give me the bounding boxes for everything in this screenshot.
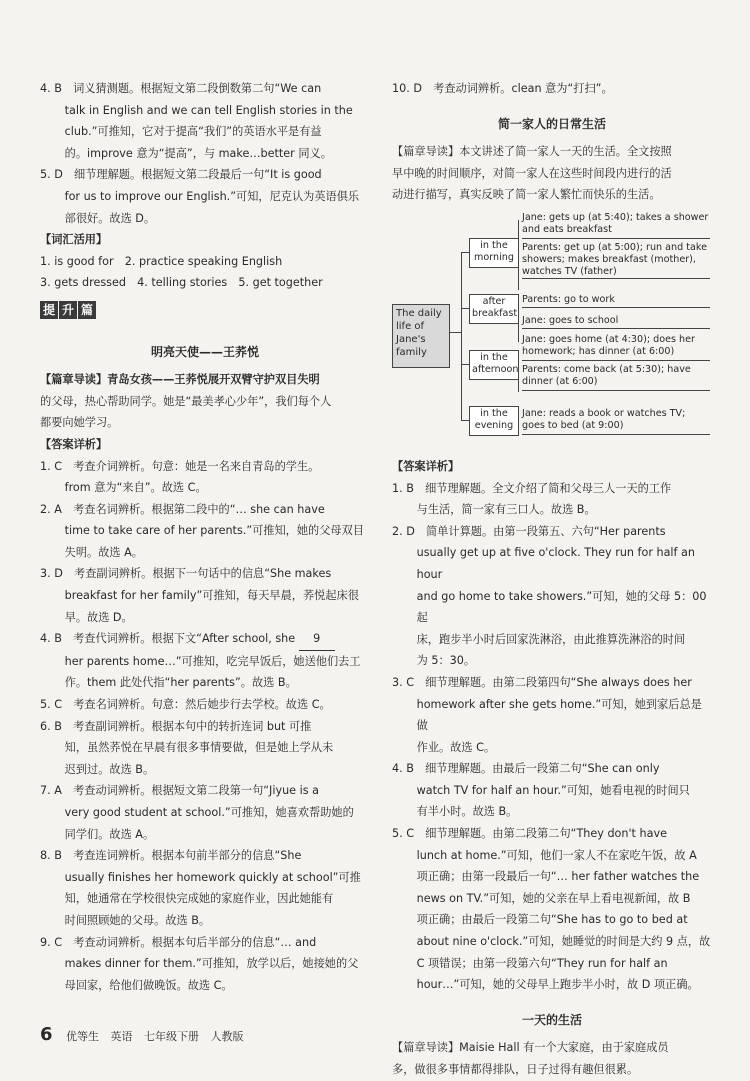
footer-grade: 七年级下册 [144,1030,200,1043]
page-number: 6 [40,1024,53,1045]
vocab-line: 1. is good for 2. practice speaking English [40,254,283,268]
answer-line: 知，虽然荞悦在早晨有很多事情要做，但是她上学从未 [64,741,334,755]
answer-line: 迟到过。故选 B。 [64,762,155,776]
answer-4-line-3: club.”可推知，它对于提高“我们”的英语水平是有益 [64,125,322,139]
answer-5-line-1: 5. D 细节理解题。根据短文第二段最后一句“It is good [40,168,322,182]
badge-char: 升 [59,301,77,319]
answer-line: C 项错误；由第一段第六句“They run for half an [416,956,668,970]
badge-char: 提 [40,301,58,319]
section-badge [40,300,97,322]
answer-line: 5. C 考查名词辨析。句意：然后她步行去学校。故选 C。 [40,698,331,712]
answer-5-line-3: 部很好。故选 D。 [64,211,156,225]
answer-line: homework after she gets home.”可知，她到家后总是做 [416,697,702,733]
answer-4-line-4: 的。improve 意为“提高”，与 make…better 同义。 [64,146,332,160]
answer-10: 10. D 考查动词辨析。clean 意为“打扫”。 [392,82,613,95]
answer-line: from 意为“来自”。故选 C。 [64,481,207,495]
time-node-evening: in the evening [469,406,519,436]
answer-line: 7. A 考查动词辨析。根据短文第二段第一句“Jiyue is a [40,784,319,798]
leaf-morning-jane: Jane: gets up (at 5:40); takes a shower and eats breakfast [522,212,710,239]
answer-line: time to take care of her parents.”可推知，她的父母双目 [64,524,364,538]
answer-line: 与生活，简一家有三口人。故选 B。 [416,503,596,517]
answer-line: 有半小时。故选 B。 [416,805,518,819]
time-node-after-breakfast: after breakfast [469,294,519,324]
guide-line: 动进行描写，真实反映了简一家人繁忙而快乐的生活。 [392,188,661,202]
section-title: 明亮天使——王荞悦 [150,344,259,359]
mind-map [392,211,709,452]
leaf-morning-parents: Parents: get up (at 5:00); run and take showers; makes breakfast (mother), watches TV (father) [522,242,710,279]
answer-line: 早。故选 D。 [64,610,133,624]
guide-line: 都要向她学习。 [40,416,119,430]
answer-line: breakfast for her family”可推知，每天早晨，荞悦起床很 [64,589,359,603]
answer-heading: 【答案详析】 [392,459,460,473]
answer-line: 1. C 考查介词辨析。句意：她是一名来自青岛的学生。 [40,459,320,473]
vocab-line: 3. gets dressed 4. telling stories 5. get together [40,276,323,290]
answer-line: makes dinner for them.”可推知，放学以后，她接她的父 [64,957,359,971]
time-node-morning: in the morning [469,238,519,268]
leaf-afternoon-parents: Parents: come back (at 5:30); have dinner (at 6:00) [522,364,710,391]
guide-line: 【篇章导读】本文讲述了简一家人一天的生活。全文按照 [392,145,672,159]
answer-line: 9. C 考查动词辨析。根据本句后半部分的信息“… and [40,935,317,949]
answer-line: 2. D 简单计算题。由第一段第五、六句“Her parents [392,524,666,538]
leaf-afternoon-jane: Jane: goes home (at 4:30); does her homework; has dinner (at 6:00) [522,334,710,361]
guide-line: 早中晚的时间顺序，对简一家人在这些时间段内进行的活 [392,166,672,180]
section-title: 简一家人的日常生活 [497,116,606,131]
answer-line: very good student at school.”可推知，她喜欢帮助她的 [64,806,354,819]
answer-4-line-2: talk in English and we can tell English stories in the [64,103,353,117]
answer-line: 项正确；由最后一段第二句“She has to go to bed at [416,913,688,927]
answer-line: 为 5：30。 [416,654,476,668]
answer-line: about nine o'clock.”可知，她睡觉的时间是大约 9 点，故 [416,935,711,949]
mind-map-root: The daily life of Jane's family [392,304,450,368]
answer-line: 项正确；由第一段最后一句“… her father watches the [416,870,700,884]
answer-line: 作业。故选 C。 [416,740,496,754]
answer-5-line-2: for us to improve our English.”可知，尼克认为英语俱乐 [64,189,360,203]
answer-line: 床，跑步半小时后回家洗淋浴，由此推算洗淋浴的时间 [416,632,686,646]
guide-line: 【篇章导读】Maisie Hall 有一个大家庭，由于家庭成员 [392,1041,669,1055]
page-footer [40,1024,252,1045]
answer-line: 3. D 考查副词辨析。根据下一句话中的信息“She makes [40,567,332,581]
answer-line: 6. B 考查副词辨析。根据本句中的转折连词 but 可推 [40,719,312,733]
right-column [392,78,712,1081]
badge-char: 篇 [78,301,96,319]
left-column [40,78,370,996]
answer-line: lunch at home.”可知，他们一家人不在家吃午饭，故 A [416,848,697,862]
answer-line: 知，她通常在学校很快完成她的家庭作业，因此她能有 [64,892,334,906]
leaf-after-breakfast-jane: Jane: goes to school [522,315,710,329]
guide-line: 的父母，热心帮助同学。她是“最美孝心少年”，我们每个人 [40,394,332,408]
answer-line: 3. C 细节理解题。由第二段第四句“She always does her [392,675,692,689]
answer-line: news on TV.”可知，她的父亲在早上看电视新闻，故 B [416,891,691,905]
answer-line: usually finishes her homework quickly at school”可推 [64,870,361,884]
guide-line: 多，做很多事情都得排队，日子过得有趣但很累。 [392,1063,639,1076]
answer-line: hour…”可知，她的父母早上跑步半小时，故 D 项正确。 [416,978,699,992]
answer-line [40,628,370,651]
answer-line: 8. B 考查连词辨析。根据本句前半部分的信息“She [40,849,302,863]
section-title: 一天的生活 [521,1012,582,1027]
answer-line: 4. B 细节理解题。由最后一段第二句“She can only [392,762,660,776]
leaf-evening-jane: Jane: reads a book or watches TV; goes to bed (at 9:00) [522,408,710,435]
answer-text: 4. B 考查代词辨析。根据下文“After school, she [40,632,296,646]
answer-line: 5. C 细节理解题。由第二段第二句“They don't have [392,827,667,841]
time-node-afternoon: in the afternoon [469,350,519,380]
blank-number: 9 [299,628,335,651]
vocab-heading: 【词汇活用】 [40,233,108,247]
guide-text: 【篇章导读】青岛女孩——王荞悦展开双臂守护双目失明 [40,373,320,387]
answer-line: 失明。故选 A。 [64,545,143,559]
answer-line: 2. A 考查名词辨析。根据第二段中的“… she can have [40,502,325,516]
answer-line: 母回家，给他们做晚饭。故选 C。 [64,978,233,992]
answer-line: usually get up at five o'clock. They run for half an hour [416,546,695,581]
footer-edition: 人教版 [210,1030,244,1043]
leaf-after-breakfast-parents: Parents: go to work [522,294,710,308]
answer-line: 同学们。故选 A。 [64,827,155,841]
answer-line: watch TV for half an hour.”可知，她看电视的时间只 [416,783,690,797]
answer-line: her parents home…”可推知，吃完早饭后，她送他们去工 [64,654,361,668]
footer-brand: 优等生 [66,1030,100,1043]
answer-4-line-1: 4. B 词义猜测题。根据短文第二段倒数第二句“We can [40,82,322,95]
answer-line: 时间照顾她的父母。故选 B。 [64,913,211,927]
answer-line: 1. B 细节理解题。全文介绍了简和父母三人一天的工作 [392,481,672,495]
answer-line: and go home to take showers.”可知，她的父母 5：00 起 [416,589,707,625]
answer-heading: 【答案详析】 [40,437,108,451]
guide-line [40,369,370,391]
footer-subject: 英语 [110,1030,133,1043]
answer-line: 作。them 此处代指“her parents”。故选 B。 [64,676,297,690]
